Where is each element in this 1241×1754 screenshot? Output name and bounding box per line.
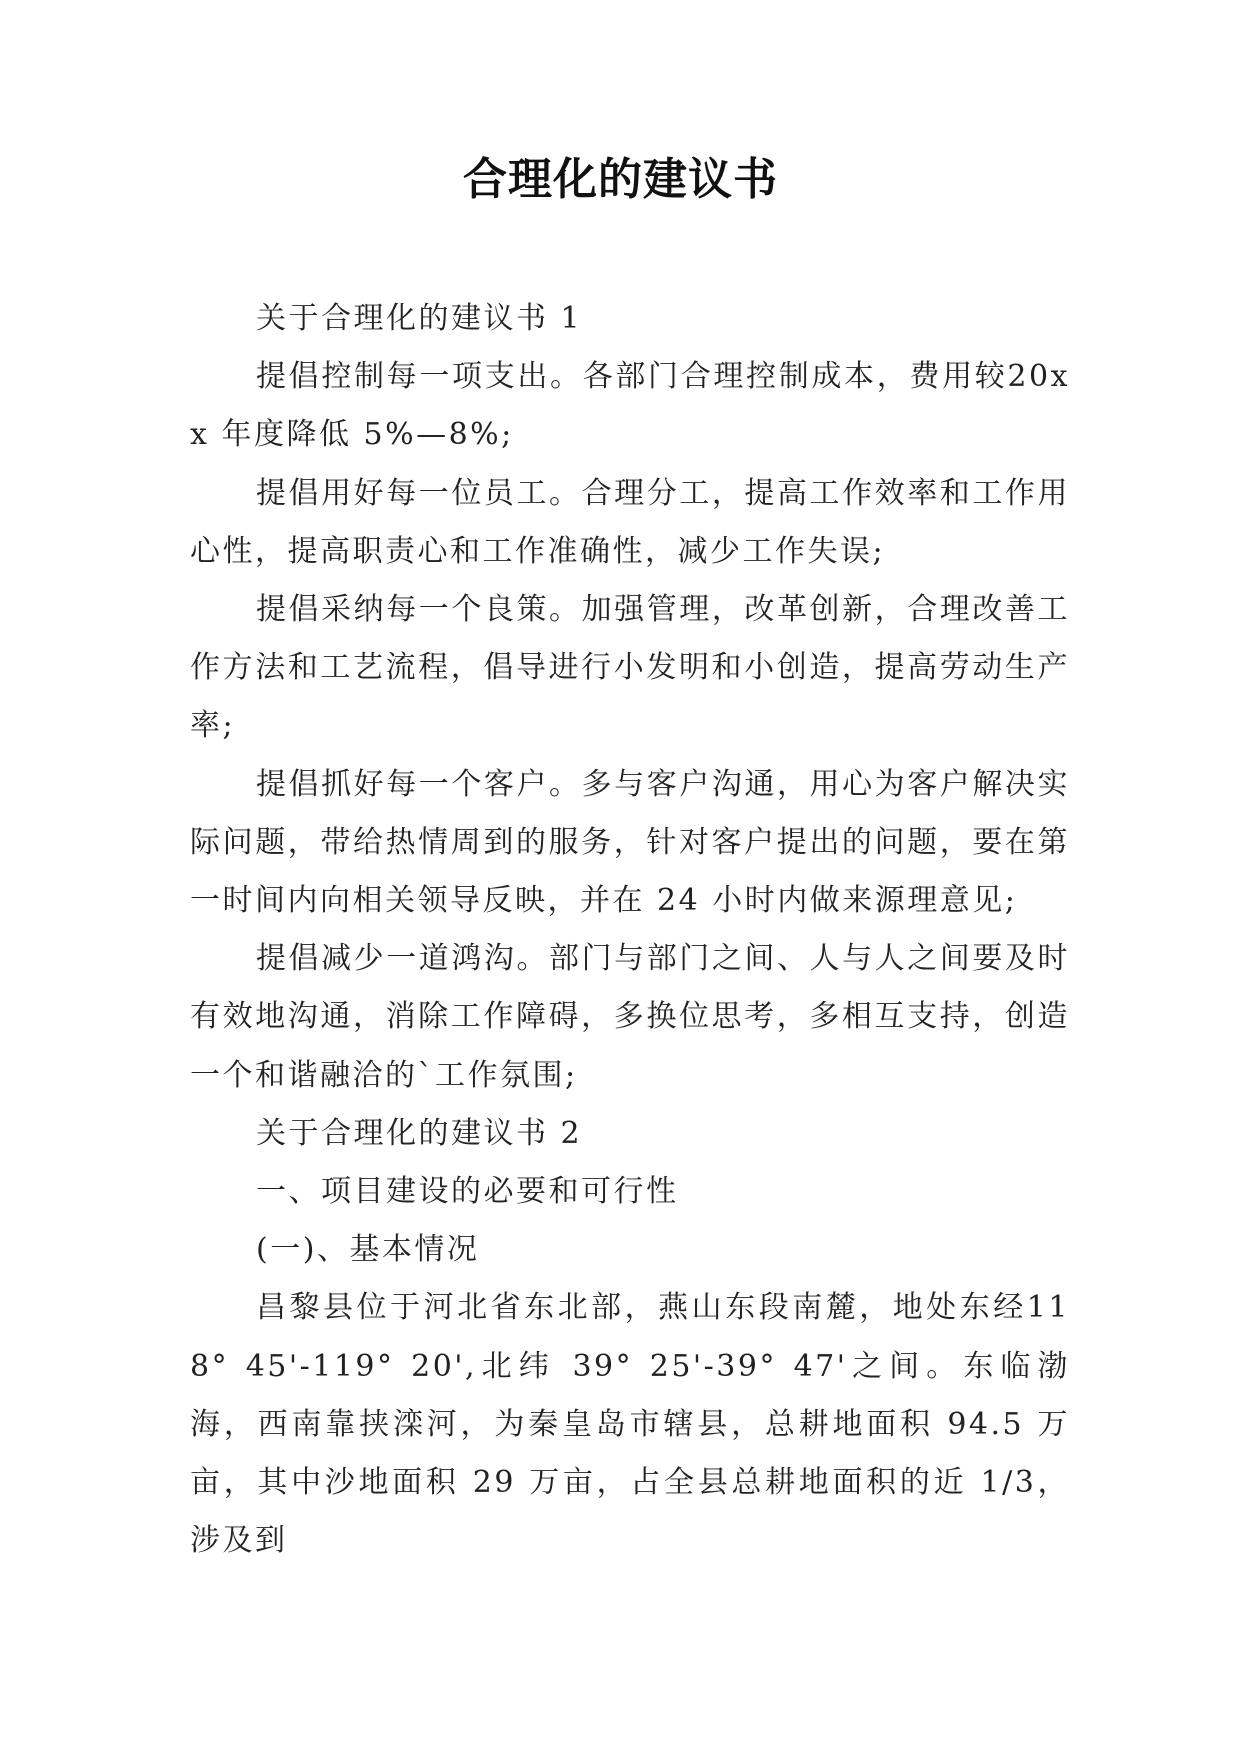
- document-title: 合理化的建议书: [463, 154, 778, 205]
- document-body: [190, 290, 1070, 1570]
- paragraph: 关于合理化的建议书 2: [256, 1115, 583, 1151]
- paragraph: (一)、基本情况: [256, 1232, 480, 1268]
- paragraph: 提倡用好每一位员工。合理分工，提高工作效率和工作用心性，提高职责心和工作准确性，减少工作失误;: [190, 475, 1070, 569]
- paragraph: 一、项目建设的必要和可行性: [256, 1174, 679, 1210]
- paragraph: 昌黎县位于河北省东北部，燕山东段南麓，地处东经118° 45'-119° 20',北纬 39° 25'-39° 47'之间。东临渤海，西南靠挟滦河，为秦皇岛市辖县，总耕地面积 94.5 万亩，其中沙地面积 29 万亩，占全县总耕地面积的近 1/3，涉及到: [190, 1290, 1070, 1559]
- paragraph: 提倡减少一道鸿沟。部门与部门之间、人与人之间要及时有效地沟通，消除工作障碍，多换位思考，多相互支持，创造一个和谐融洽的`工作氛围;: [190, 941, 1070, 1093]
- paragraph: 提倡控制每一项支出。各部门合理控制成本，费用较20xx 年度降低 5%—8%;: [190, 359, 1070, 453]
- paragraph: 提倡抓好每一个客户。多与客户沟通，用心为客户解决实际问题，带给热情周到的服务，针对客户提出的问题，要在第一时间内向相关领导反映，并在 24 小时内做来源理意见;: [190, 766, 1070, 919]
- paragraph: 关于合理化的建议书 1: [256, 301, 583, 336]
- paragraph: 提倡采纳每一个良策。加强管理，改革创新，合理改善工作方法和工艺流程，倡导进行小发明和小创造，提高劳动生产率;: [190, 592, 1070, 744]
